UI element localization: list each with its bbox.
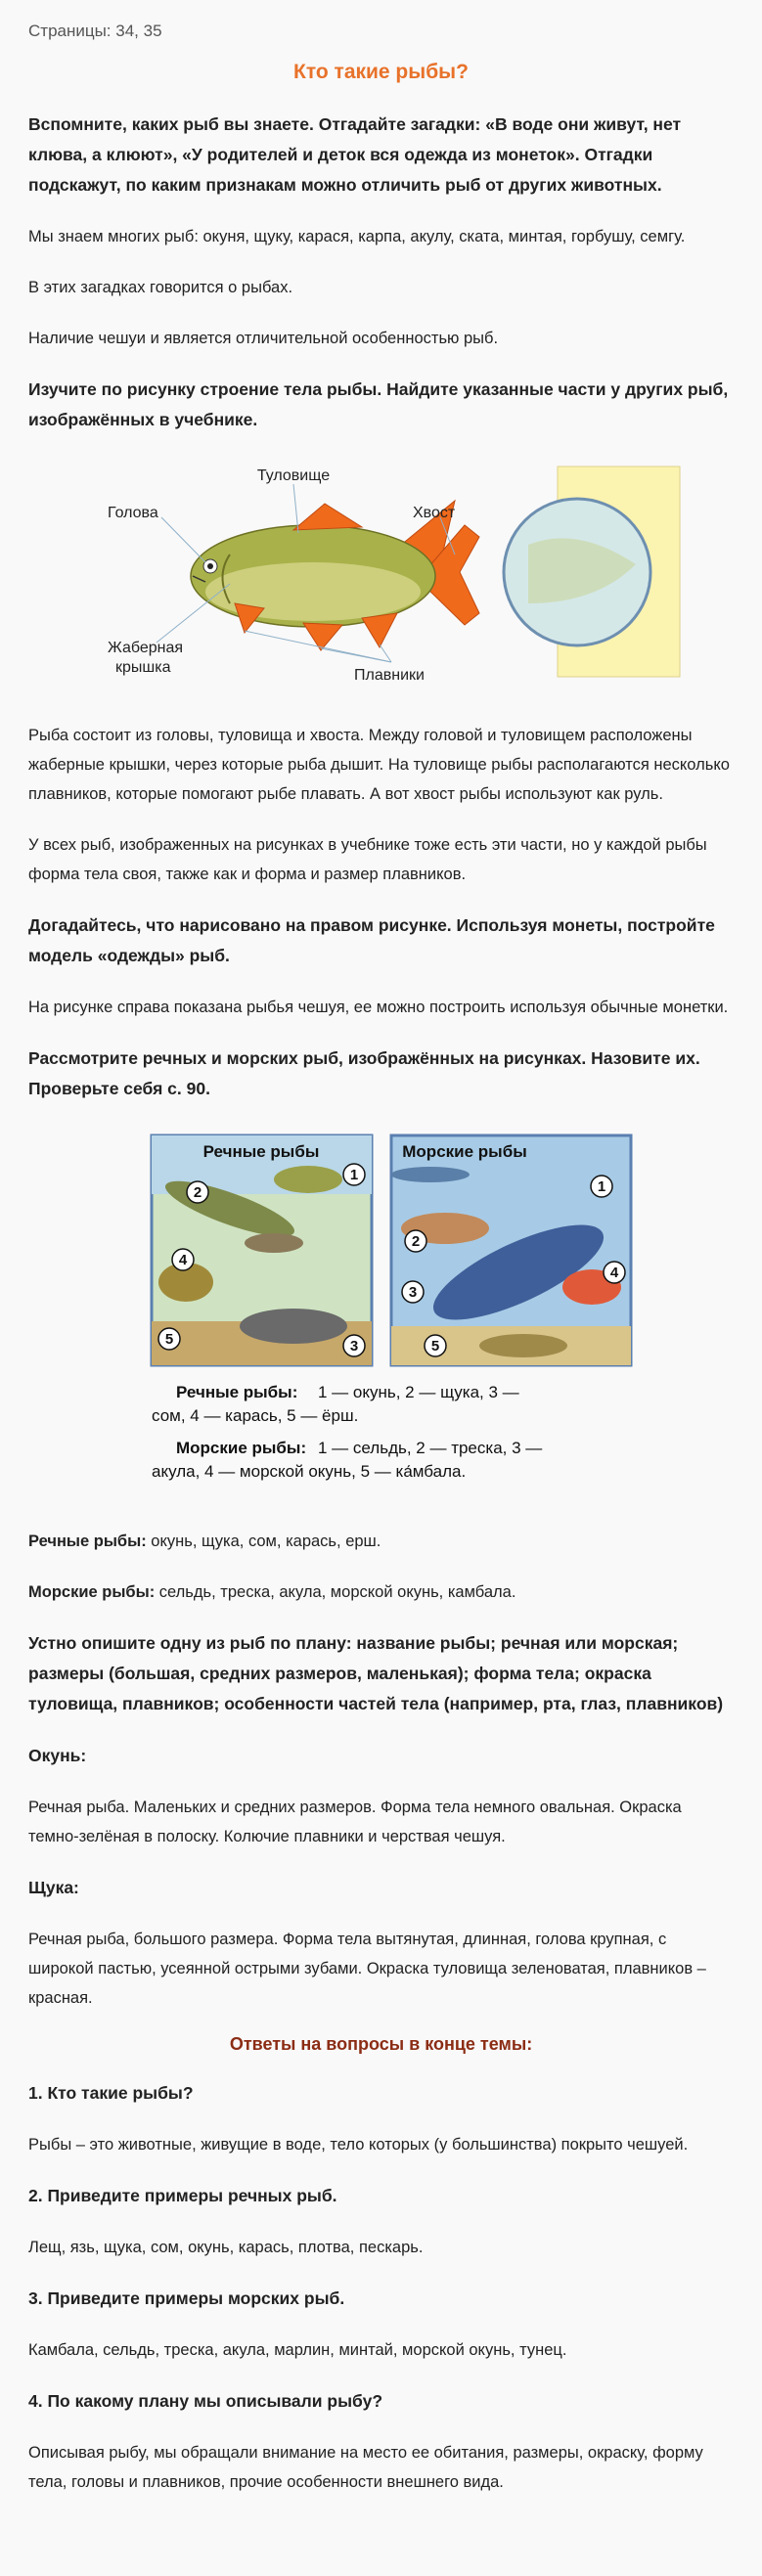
scale-inset xyxy=(504,466,680,677)
perch-heading: Окунь: xyxy=(28,1746,87,1765)
river-fish-label: Речные рыбы: xyxy=(28,1532,147,1550)
answer-3: На рисунке справа показана рыбья чешуя, ее можно построить используя обычные монетки. xyxy=(28,999,729,1016)
label-body: Туловище xyxy=(256,467,330,484)
answer-question-1: 1. Кто такие рыбы? xyxy=(28,2083,194,2103)
sea-marker-3: 3 xyxy=(408,1284,417,1301)
answer-1-3: Наличие чешуи и является отличительной особенностью рыб. xyxy=(28,330,499,347)
question-4: Рассмотрите речных и морских рыб, изображённых на рисунках. Назовите их. Проверьте себя с. 90. xyxy=(28,1048,700,1098)
answer-2-1: Рыба состоит из головы, туловища и хвоста. Между головой и туловищем расположены жаберные крышки, через которые рыба дышит. На туловище рыбы располагаются несколько плавников, которые помогают рыбе плавать. А вот хвост рыбы используют как руль. xyxy=(28,727,730,803)
answer-text-2: Лещ, язь, щука, сом, окунь, карась, плотва, пескарь. xyxy=(28,2239,424,2256)
caption-river-line-2: сом, 4 — карась, 5 — ёрш. xyxy=(151,1406,358,1425)
river-sea-fish-figure xyxy=(59,1126,704,1497)
answer-text-4: Описывая рыбу, мы обращали внимание на место ее обитания, размеры, окраску, форму тела, головы и плавников, прочие особенности внешнего вида. xyxy=(28,2444,703,2491)
perch-description: Речная рыба. Маленьких и средних размеров. Форма тела немного овальная. Окраска темно-зелёная в полоску. Колючие плавники и черствая чешуя. xyxy=(28,1799,682,1845)
answer-question-4: 4. По какому плану мы описывали рыбу? xyxy=(28,2391,383,2411)
caption-river-line-1: 1 — окунь, 2 — щука, 3 — xyxy=(317,1383,519,1401)
label-fins: Плавники xyxy=(353,667,425,684)
label-gill-2: крышка xyxy=(114,659,170,676)
label-tail: Хвост xyxy=(412,505,455,521)
sea-marker-2: 2 xyxy=(411,1233,420,1250)
sea-fish-list: сельдь, треска, акула, морской окунь, камбала. xyxy=(155,1583,516,1601)
caption-river-label: Речные рыбы: xyxy=(175,1383,297,1401)
sea-marker-4: 4 xyxy=(609,1265,618,1281)
answer-question-2: 2. Приведите примеры речных рыб. xyxy=(28,2186,337,2205)
question-3: Догадайтесь, что нарисовано на правом рисунке. Используя монеты, постройте модель «одежды» рыб. xyxy=(28,915,715,965)
river-marker-1: 1 xyxy=(349,1167,358,1183)
answer-text-3: Камбала, сельдь, треска, акула, марлин, минтай, морской окунь, тунец. xyxy=(28,2341,567,2359)
label-head: Голова xyxy=(107,505,158,521)
answer-1-1: Мы знаем многих рыб: окуня, щуку, карася, карпа, акулу, ската, минтая, горбушу, семгу. xyxy=(28,228,686,245)
answer-2-2: У всех рыб, изображенных на рисунках в учебнике тоже есть эти части, но у каждой рыбы форма тела своя, также как и форма и размер плавников. xyxy=(28,836,707,883)
river-fish-list: окунь, щука, сом, карась, ерш. xyxy=(146,1532,381,1550)
river-marker-4: 4 xyxy=(178,1252,187,1268)
sea-fish-label: Морские рыбы: xyxy=(28,1583,156,1601)
pages-label: Страницы: 34, 35 xyxy=(28,22,162,40)
label-gill-1: Жаберная xyxy=(107,640,183,656)
sea-fish-answer xyxy=(28,1577,734,1607)
answer-text-1: Рыбы – это животные, живущие в воде, тело которых (у большинства) покрыто чешуей. xyxy=(28,2136,689,2154)
sea-panel-title: Морские рыбы xyxy=(401,1142,527,1161)
answers-title: Ответы на вопросы в конце темы: xyxy=(229,2034,533,2054)
fish-anatomy-figure xyxy=(68,457,695,691)
pike-heading: Щука: xyxy=(28,1878,79,1897)
fish-illustration xyxy=(191,501,479,650)
pike-description: Речная рыба, большого размера. Форма тела вытянутая, длинная, голова крупная, с широкой пастью, усеянной острыми зубами. Окраска туловища зеленоватая, плавников – красная. xyxy=(28,1931,706,2007)
sea-marker-1: 1 xyxy=(597,1178,605,1195)
river-panel-title: Речные рыбы xyxy=(202,1142,319,1161)
answer-question-3: 3. Приведите примеры морских рыб. xyxy=(28,2288,345,2308)
answer-1-2: В этих загадках говорится о рыбах. xyxy=(28,279,293,296)
caption-sea-line-1: 1 — сельдь, 2 — треска, 3 — xyxy=(317,1439,542,1457)
question-2: Изучите по рисунку строение тела рыбы. Найдите указанные части у других рыб, изображённых в учебнике. xyxy=(28,379,729,429)
river-marker-2: 2 xyxy=(193,1184,202,1201)
question-5: Устно опишите одну из рыб по плану: название рыбы; речная или морская; размеры (большая, средних размеров, маленькая); форма тела; окраска туловища, плавников; особенности частей тела (например, рта, глаз, плавников) xyxy=(28,1633,724,1713)
river-fish-answer xyxy=(28,1527,734,1556)
sea-fish-panel xyxy=(391,1135,631,1365)
river-marker-3: 3 xyxy=(349,1338,358,1355)
question-1: Вспомните, каких рыб вы знаете. Отгадайте загадки: «В воде они живут, нет клюва, а клюют», «У родителей и деток вся одежда из монеток». Отгадки подскажут, по каким признакам можно отличить рыб от других животных. xyxy=(28,114,682,195)
page-title: Кто такие рыбы? xyxy=(293,61,469,83)
river-marker-5: 5 xyxy=(164,1331,173,1348)
sea-marker-5: 5 xyxy=(430,1338,439,1355)
caption-sea-label: Морские рыбы: xyxy=(175,1439,306,1457)
caption-sea-line-2: акула, 4 — морской окунь, 5 — ка́мбала. xyxy=(151,1462,466,1481)
